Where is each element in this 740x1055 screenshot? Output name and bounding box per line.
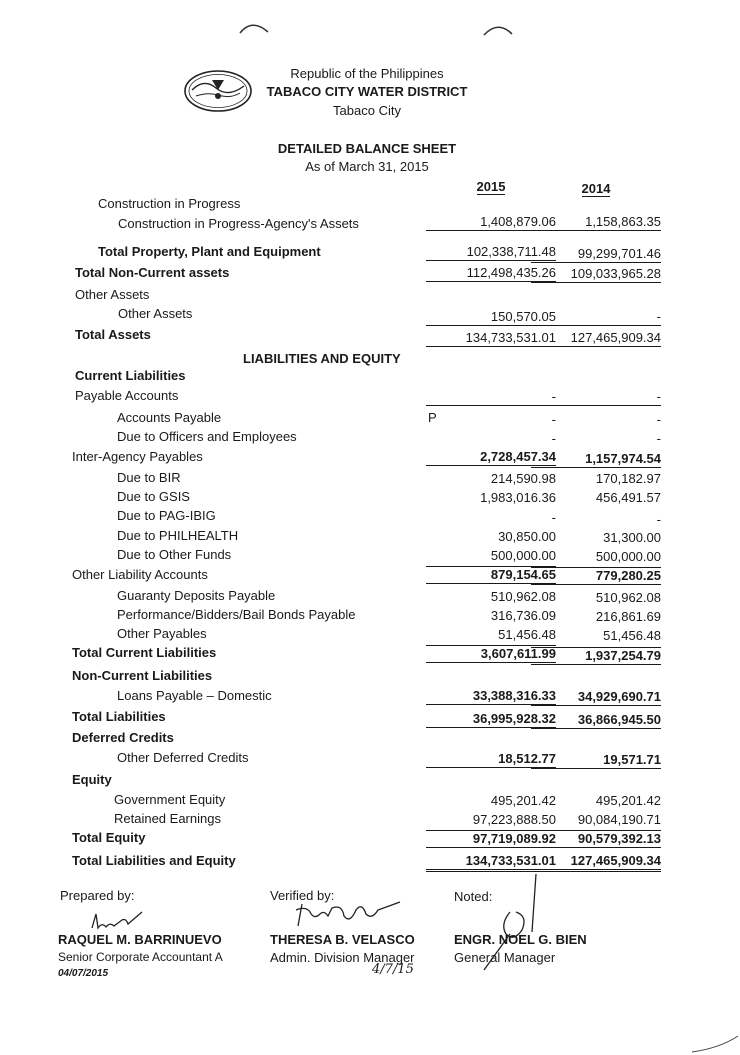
other-assets-heading: Other Assets: [75, 287, 150, 302]
non-current-liabilities-heading: Non-Current Liabilities: [72, 668, 213, 683]
due-philhealth-2015: 30,850.00: [498, 529, 556, 544]
column-header-2014-text: 2014: [581, 181, 611, 196]
prepared-by-label: Prepared by:: [60, 888, 135, 903]
due-other-funds-label: Due to Other Funds: [117, 547, 232, 562]
cip-2015: 1,408,879.06: [426, 214, 556, 231]
total-liabilities-2014: 36,866,945.50: [531, 712, 661, 729]
cip-2014: 1,158,863.35: [531, 214, 661, 231]
total-current-liabilities-label: Total Current Liabilities: [72, 645, 217, 660]
due-officers-2015: -: [551, 431, 556, 446]
column-header-2015-text: 2015: [476, 179, 506, 194]
guaranty-deposits-2015: 510,962.08: [490, 589, 556, 604]
inter-agency-payables-label: Inter-Agency Payables: [72, 449, 203, 464]
inter-agency-payables-2015: 2,728,457.34: [426, 449, 556, 466]
total-equity-2015: 97,719,089.92: [426, 830, 556, 848]
payable-accounts-2015: -: [426, 389, 556, 406]
total-current-liabilities-2015: 3,607,611.99: [426, 645, 556, 663]
as-of-date: As of March 31, 2015: [305, 159, 429, 174]
due-other-funds-2014: 500,000.00: [595, 549, 661, 564]
cip-label: Construction in Progress-Agency's Assets: [118, 216, 359, 231]
due-pagibig-label: Due to PAG-IBIG: [117, 508, 216, 523]
punch-mark-right: [482, 20, 516, 38]
other-deferred-credits-2015: 18,512.77: [426, 751, 556, 768]
total-equity-2014: 90,579,392.13: [531, 830, 661, 848]
due-gsis-2015: 1,983,016.36: [480, 490, 556, 505]
city-name: Tabaco City: [333, 103, 401, 118]
payable-accounts-2014: -: [531, 389, 661, 406]
prepared-signature: [88, 908, 148, 934]
other-payables-2015: 51,456.48: [498, 627, 556, 642]
due-bir-label: Due to BIR: [117, 470, 181, 485]
document-title: DETAILED BALANCE SHEET: [277, 141, 457, 156]
due-other-funds-2015: 500,000.00: [490, 548, 556, 563]
due-gsis-2014: 456,491.57: [595, 490, 661, 505]
retained-earnings-label: Retained Earnings: [114, 811, 221, 826]
total-assets-label: Total Assets: [75, 327, 151, 342]
accounts-payable-label: Accounts Payable: [117, 410, 222, 425]
due-pagibig-2014: -: [656, 512, 661, 527]
total-non-current-assets-2014: 109,033,965.28: [531, 266, 661, 283]
guaranty-deposits-label: Guaranty Deposits Payable: [117, 588, 276, 603]
government-equity-2014: 495,201.42: [595, 793, 661, 808]
accounts-payable-2015: -: [551, 412, 556, 427]
due-bir-2014: 170,182.97: [595, 471, 661, 486]
retained-earnings-2015: 97,223,888.50: [472, 812, 556, 827]
other-assets-label: Other Assets: [118, 306, 193, 321]
retained-earnings-2014: 90,084,190.71: [577, 812, 661, 827]
total-equity-label: Total Equity: [72, 830, 146, 845]
verified-by-title: Admin. Division Manager: [270, 950, 415, 965]
total-liabilities-label: Total Liabilities: [72, 709, 166, 724]
prepared-by-title: Senior Corporate Accountant A: [58, 950, 223, 964]
loans-payable-2015: 33,388,316.33: [426, 688, 556, 705]
other-liability-accounts-2015: 879,154.65: [426, 566, 556, 584]
current-liabilities-heading: Current Liabilities: [75, 368, 186, 383]
government-equity-2015: 495,201.42: [490, 793, 556, 808]
other-liability-accounts-2014: 779,280.25: [531, 567, 661, 585]
prepared-date: 04/07/2015: [58, 968, 109, 979]
total-assets-2014: 127,465,909.34: [531, 330, 661, 347]
performance-bonds-2015: 316,736.09: [490, 608, 556, 623]
accounts-payable-2014: -: [656, 412, 661, 427]
payable-accounts-label: Payable Accounts: [75, 388, 179, 403]
cip-heading: Construction in Progress: [98, 196, 241, 211]
due-philhealth-2014: 31,300.00: [603, 530, 661, 545]
total-current-liabilities-2014: 1,937,254.79: [531, 647, 661, 665]
other-liability-accounts-label: Other Liability Accounts: [72, 567, 208, 582]
due-officers-label: Due to Officers and Employees: [117, 429, 297, 444]
performance-bonds-2014: 216,861.69: [595, 609, 661, 624]
prepared-by-name: RAQUEL M. BARRINUEVO: [58, 932, 222, 947]
other-assets-2014: -: [531, 309, 661, 326]
loans-payable-label: Loans Payable – Domestic: [117, 688, 272, 703]
other-payables-2014: 51,456.48: [603, 628, 661, 643]
total-ppe-2015: 102,338,711.48: [426, 244, 556, 261]
column-header-2014: [531, 181, 661, 196]
due-bir-2015: 214,590.98: [490, 471, 556, 486]
guaranty-deposits-2014: 510,962.08: [595, 590, 661, 605]
deferred-credits-heading: Deferred Credits: [72, 730, 174, 745]
total-ppe-label: Total Property, Plant and Equipment: [98, 244, 321, 259]
performance-bonds-label: Performance/Bidders/Bail Bonds Payable: [117, 607, 356, 622]
government-equity-label: Government Equity: [114, 792, 226, 807]
republic-line: Republic of the Philippines: [290, 66, 444, 81]
total-liabilities-equity-2015: 134,733,531.01: [426, 853, 556, 872]
total-liabilities-2015: 36,995,928.32: [426, 711, 556, 728]
other-payables-label: Other Payables: [117, 626, 207, 641]
verified-signature: [292, 898, 407, 932]
total-non-current-assets-2015: 112,498,435.26: [426, 265, 556, 282]
verified-by-label: Verified by:: [270, 888, 335, 903]
due-philhealth-label: Due to PHILHEALTH: [117, 528, 239, 543]
punch-mark-left: [238, 18, 272, 36]
peso-sign: P: [428, 410, 437, 425]
verified-date: 4/7/15: [372, 962, 414, 977]
water-district-logo: [182, 68, 254, 114]
due-pagibig-2015: -: [551, 510, 556, 525]
liabilities-equity-heading: LIABILITIES AND EQUITY: [243, 351, 401, 366]
other-deferred-credits-2014: 19,571.71: [531, 752, 661, 769]
total-non-current-assets-label: Total Non-Current assets: [75, 265, 230, 280]
verified-by-name: THERESA B. VELASCO: [270, 932, 415, 947]
inter-agency-payables-2014: 1,157,974.54: [531, 451, 661, 468]
total-liabilities-equity-label: Total Liabilities and Equity: [72, 853, 236, 868]
loans-payable-2014: 34,929,690.71: [531, 689, 661, 706]
total-assets-2015: 134,733,531.01: [426, 330, 556, 347]
other-assets-2015: 150,570.05: [426, 309, 556, 326]
total-liabilities-equity-2014: 127,465,909.34: [531, 853, 661, 872]
total-ppe-2014: 99,299,701.46: [531, 246, 661, 263]
noted-label: Noted:: [454, 889, 493, 904]
noted-name: ENGR. NOEL G. BIEN: [454, 932, 587, 947]
equity-heading: Equity: [72, 772, 112, 787]
other-deferred-credits-label: Other Deferred Credits: [117, 750, 249, 765]
district-name: TABACO CITY WATER DISTRICT: [266, 84, 468, 99]
noted-title: General Manager: [454, 950, 556, 965]
due-officers-2014: -: [656, 431, 661, 446]
due-gsis-label: Due to GSIS: [117, 489, 190, 504]
corner-scan-mark: [690, 1030, 740, 1055]
